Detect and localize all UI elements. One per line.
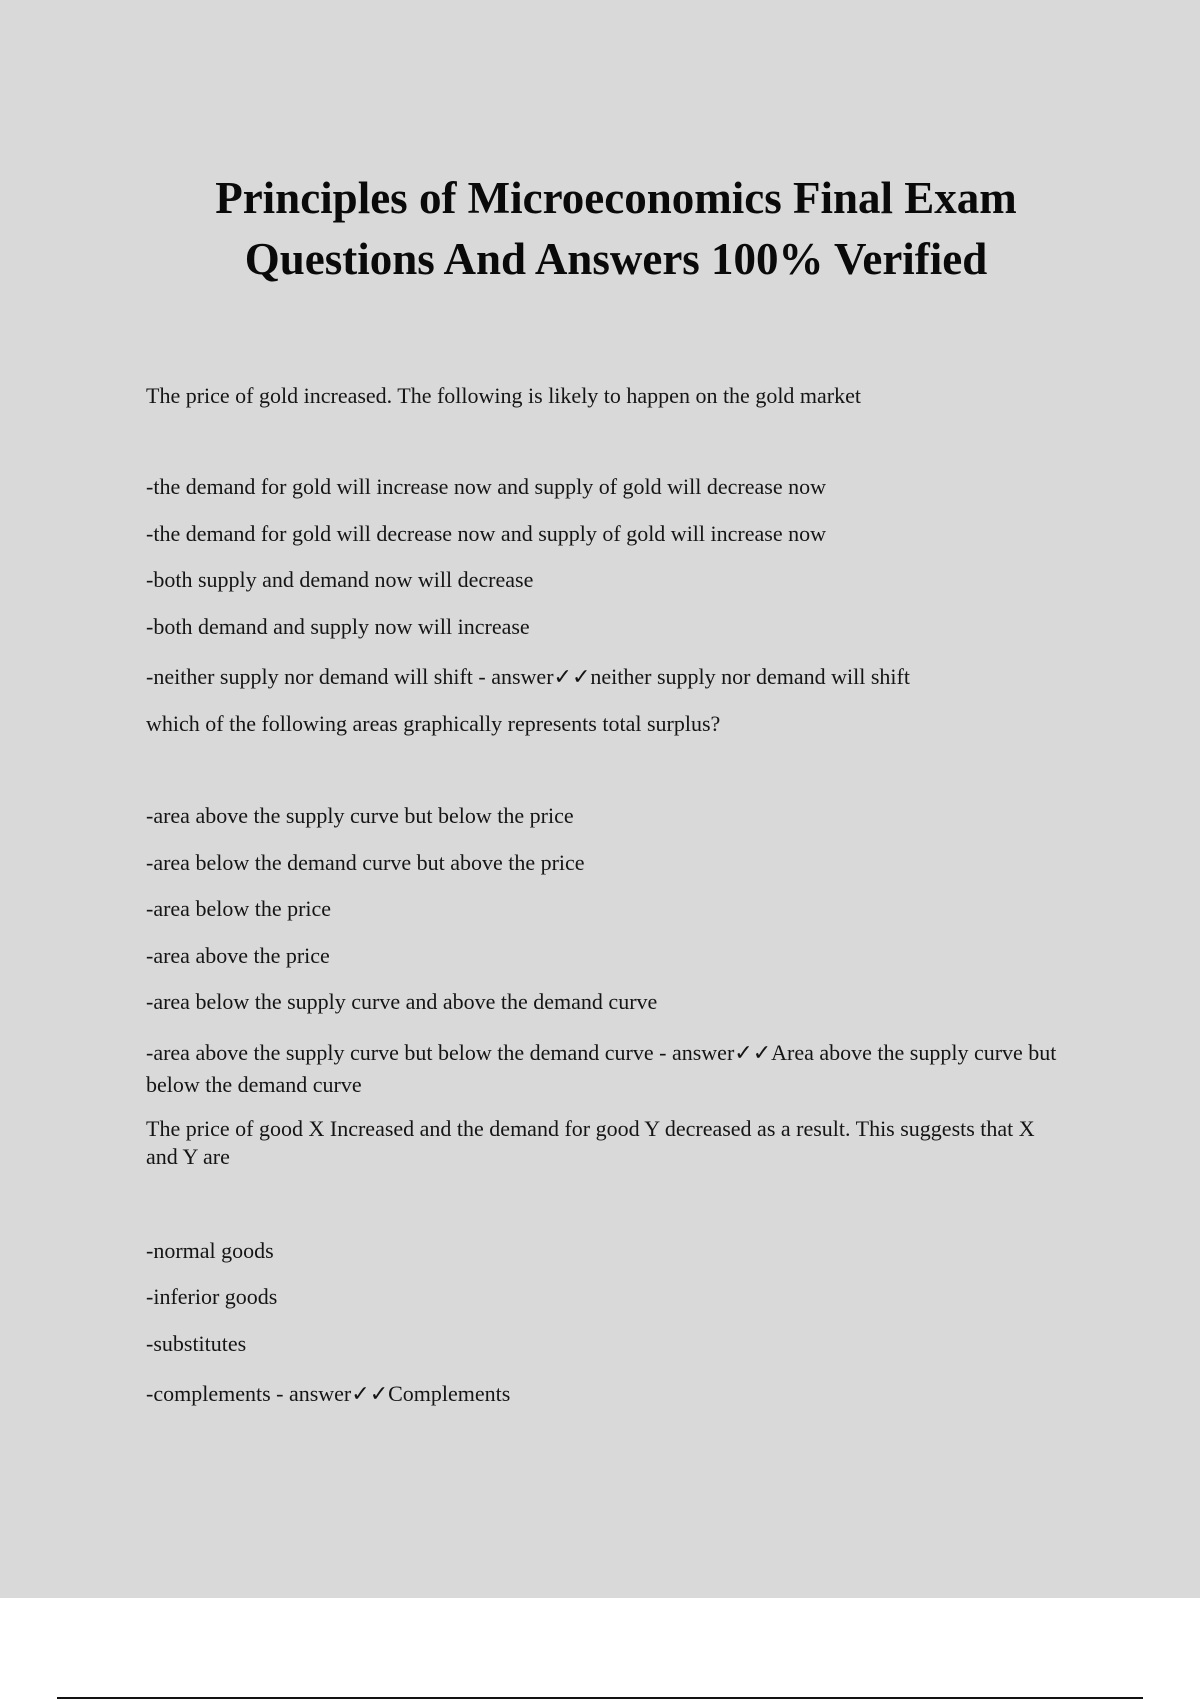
- question-2-option-2: -area below the demand curve but above the price: [146, 850, 585, 875]
- question-3-option-2: -inferior goods: [146, 1284, 278, 1309]
- title-line-1: Principles of Microeconomics Final Exam: [215, 173, 1017, 223]
- document-title: [120, 168, 1112, 290]
- question-1-option-3: -both supply and demand now will decrease: [146, 567, 534, 592]
- question-3-text: The price of good X Increased and the demand for good Y decreased as a result. This suggests that X and Y are: [146, 1116, 1035, 1169]
- question-1-option-4: -both demand and supply now will increase: [146, 614, 530, 639]
- question-2-option-5: -area below the supply curve and above the demand curve: [146, 989, 658, 1014]
- question-1-option-1: -the demand for gold will increase now and supply of gold will decrease now: [146, 474, 826, 499]
- question-2-option-3: -area below the price: [146, 896, 332, 921]
- question-2-option-1: -area above the supply curve but below the price: [146, 803, 574, 828]
- question-2-option-4: -area above the price: [146, 943, 330, 968]
- question-1-option-5-answer: -neither supply nor demand will shift - answer✓✓neither supply nor demand will shift: [146, 664, 910, 689]
- question-3-option-1: -normal goods: [146, 1238, 274, 1263]
- title-line-2: Questions And Answers 100% Verified: [244, 234, 988, 284]
- question-3-option-4-answer: -complements - answer✓✓Complements: [146, 1381, 511, 1406]
- footer-divider: [57, 1697, 1143, 1699]
- question-2-option-6-answer: -area above the supply curve but below the demand curve - answer✓✓Area above the supply curve but below the demand curve: [146, 1040, 1057, 1097]
- question-1-option-2: -the demand for gold will decrease now and supply of gold will increase now: [146, 521, 826, 546]
- question-2-text: which of the following areas graphically represents total surplus?: [146, 711, 721, 736]
- question-1-text: The price of gold increased. The following is likely to happen on the gold market: [146, 383, 862, 408]
- question-3-option-3: -substitutes: [146, 1331, 247, 1356]
